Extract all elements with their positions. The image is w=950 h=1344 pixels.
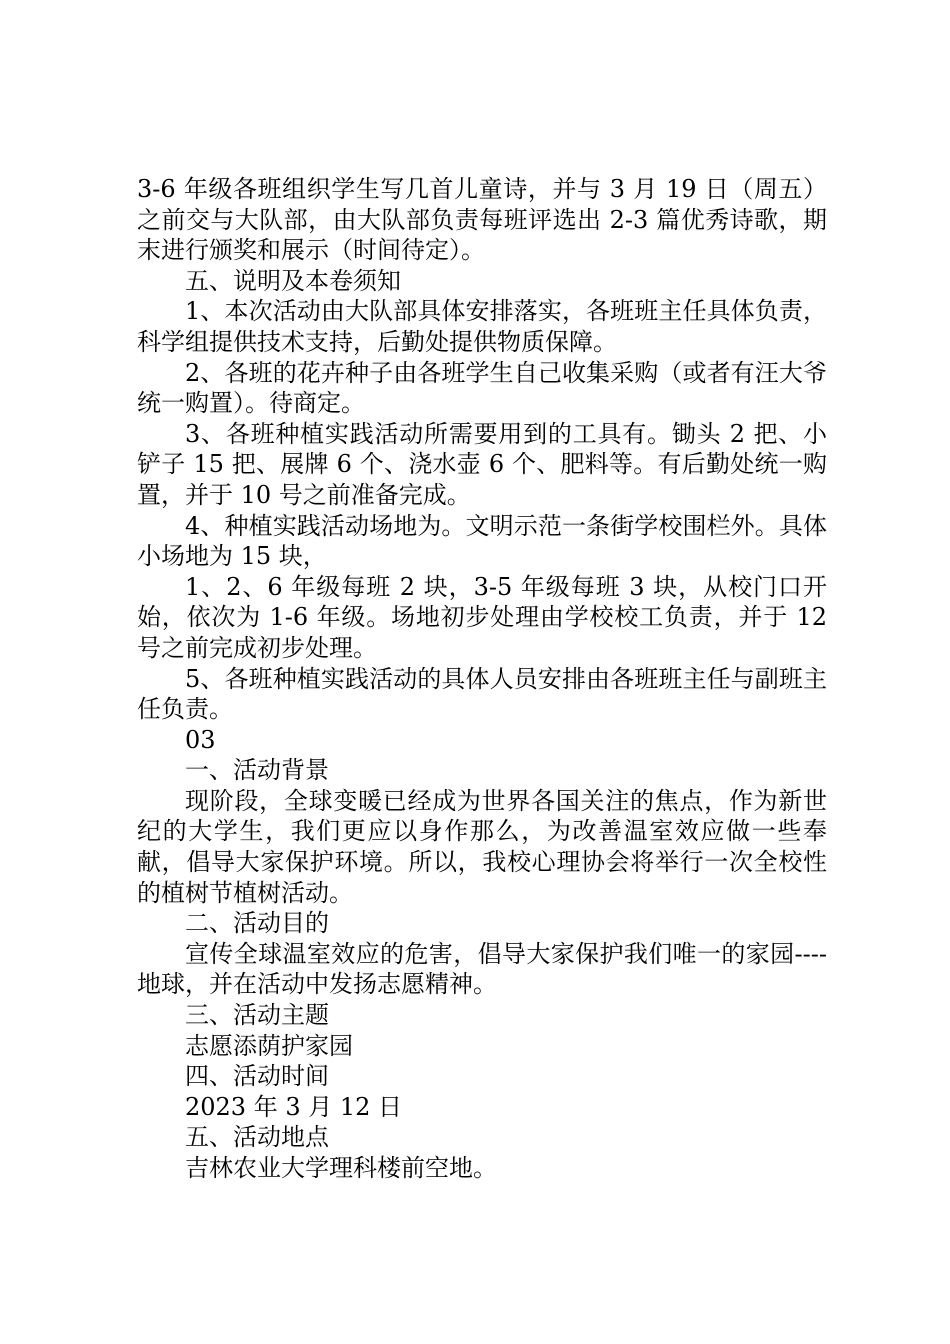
paragraph-note-5: 5、各班种植实践活动的具体人员安排由各班班主任与副班主任负责。 <box>137 664 827 724</box>
heading-notes: 五、说明及本卷须知 <box>185 266 401 295</box>
document-page <box>137 174 827 1184</box>
paragraph-background: 现阶段，全球变暖已经成为世界各国关注的焦点，作为新世纪的大学生，我们更应以身作那么，为改善温室效应做一些奉献，倡导大家保护环境。所以，我校心理协会将举行一次全校性的植树节植树活动。 <box>137 786 827 907</box>
heading-purpose: 二、活动目的 <box>185 909 329 938</box>
heading-location: 五、活动地点 <box>185 1123 329 1152</box>
paragraph-theme: 志愿添荫护家园 <box>185 1031 353 1060</box>
paragraph-time: 2023 年 3 月 12 日 <box>185 1092 403 1121</box>
paragraph-location: 吉林农业大学理科楼前空地。 <box>185 1154 497 1182</box>
paragraph-note-3: 3、各班种植实践活动所需要用到的工具有。锄头 2 把、小铲子 15 把、展牌 6 个、浇水壶 6 个、肥料等。有后勤处统一购置，并于 10 号之前准备完成。 <box>137 419 827 509</box>
heading-background: 一、活动背景 <box>185 756 329 785</box>
paragraph-note-2: 2、各班的花卉种子由各班学生自己收集采购（或者有汪大爷统一购置）。待商定。 <box>137 358 827 418</box>
paragraph-note-4: 4、种植实践活动场地为。文明示范一条街学校围栏外。具体小场地为 15 块， <box>137 511 827 571</box>
paragraph-purpose: 宣传全球温室效应的危害，倡导大家保护我们唯一的家园----地球，并在活动中发扬志愿精神。 <box>137 939 827 999</box>
heading-time: 四、活动时间 <box>185 1062 329 1091</box>
heading-theme: 三、活动主题 <box>185 1001 329 1030</box>
section-number: 03 <box>185 725 216 754</box>
paragraph-plot-allocation: 1、2、6 年级每班 2 块，3-5 年级每班 3 块，从校门口开始，依次为 1-6 年级。场地初步处理由学校校工负责，并于 12 号之前完成初步处理。 <box>137 572 827 662</box>
paragraph-poem-submission: 3-6 年级各班组织学生写几首儿童诗，并与 3 月 19 日（周五）之前交与大队部，由大队部负责每班评选出 2-3 篇优秀诗歌，期末进行颁奖和展示（时间待定）。 <box>137 175 827 265</box>
paragraph-note-1: 1、本次活动由大队部具体安排落实，各班班主任具体负责，科学组提供技术支持，后勤处提供物质保障。 <box>137 297 827 356</box>
